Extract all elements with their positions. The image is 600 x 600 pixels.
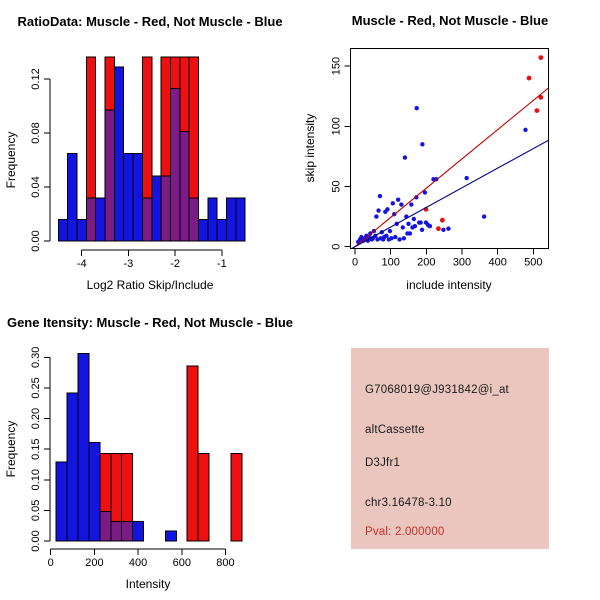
pval-text: Pval: 2.000000 — [365, 526, 445, 538]
blue-histogram-bar — [58, 219, 67, 241]
overlap-histogram-bar — [142, 198, 151, 241]
x-tick-label: -3 — [123, 258, 134, 270]
blue-scatter-point — [401, 225, 405, 229]
red-histogram-bar — [187, 366, 198, 541]
blue-scatter-point — [441, 228, 445, 232]
blue-scatter-point — [408, 231, 412, 235]
ratio-histogram-plot-area — [30, 57, 245, 270]
ratio-histogram-x-axis-label: Log2 Ratio Skip/Include — [86, 278, 214, 292]
blue-scatter-point — [523, 128, 527, 132]
y-tick-label: 0 — [330, 243, 343, 250]
blue-histogram-bar — [133, 521, 144, 541]
blue-histogram-bar — [124, 153, 133, 241]
x-tick-label: 100 — [381, 256, 400, 269]
blue-scatter-point — [385, 207, 389, 211]
blue-scatter-point — [464, 176, 468, 180]
x-tick-label: -2 — [170, 258, 180, 270]
blue-histogram-bar — [226, 198, 235, 241]
blue-scatter-point — [418, 220, 422, 224]
blue-scatter-point — [388, 229, 392, 233]
chromosome-text: chr3.16478-3.10 — [365, 497, 452, 509]
probe-id-text: G7068019@J931842@i_at — [365, 384, 509, 396]
x-tick-label: 200 — [85, 557, 104, 569]
info-panel — [351, 348, 549, 549]
x-tick-label: 400 — [128, 557, 148, 569]
blue-scatter-point — [384, 234, 388, 238]
y-tick-label: 0.12 — [30, 68, 42, 90]
y-tick-label: 0.20 — [30, 407, 42, 430]
scatter-points-layer — [351, 55, 549, 249]
gene-histogram-title: Gene Itensity: Muscle - Red, Not Muscle - Blue — [6, 315, 294, 330]
y-tick-label: 0.04 — [30, 176, 42, 198]
scatter-plot-box — [351, 48, 549, 248]
blue-histogram-bar — [96, 198, 105, 241]
x-tick-label: 500 — [524, 256, 543, 269]
y-tick-label: 100 — [330, 117, 343, 136]
blue-scatter-point — [403, 155, 407, 159]
blue-scatter-point — [378, 194, 382, 198]
y-tick-label: 0.08 — [30, 122, 42, 144]
y-tick-label: 0.15 — [30, 438, 42, 460]
scatter-title: Muscle - Red, Not Muscle - Blue — [351, 13, 549, 28]
blue-histogram-bar — [208, 198, 217, 241]
blue-histogram-bar — [133, 153, 142, 241]
gene-histogram-plot-area — [30, 347, 242, 569]
blue-scatter-point — [389, 236, 393, 240]
blue-scatter-point — [399, 202, 403, 206]
gene-histogram-panel — [0, 300, 300, 600]
red-scatter-point — [527, 76, 532, 81]
x-tick-label: 400 — [488, 256, 507, 269]
blue-scatter-point — [393, 235, 397, 239]
red-scatter-point — [538, 55, 543, 60]
x-tick-label: 800 — [216, 557, 235, 569]
x-tick-label: 0 — [47, 557, 54, 569]
blue-scatter-point — [376, 208, 380, 212]
overlap-histogram-bar — [100, 512, 111, 541]
blue-scatter-point — [397, 237, 401, 241]
overlap-histogram-bar — [189, 198, 198, 241]
blue-scatter-point — [420, 142, 424, 146]
blue-scatter-point — [391, 201, 395, 205]
blue-scatter-point — [374, 214, 378, 218]
splice-type-text: altCassette — [365, 424, 425, 436]
red-histogram-bar — [231, 453, 242, 541]
blue-histogram-bar — [77, 219, 86, 241]
overlap-histogram-bar — [105, 110, 114, 241]
blue-histogram-bar — [165, 531, 176, 541]
ratio-histogram-y-axis-label: Frequency — [4, 131, 18, 189]
gene-histogram-x-axis-label: Intensity — [125, 577, 171, 591]
y-tick-label: 50 — [330, 180, 343, 193]
overlap-histogram-bar — [86, 198, 95, 241]
y-tick-label: 0.00 — [30, 530, 42, 552]
ratio-histogram-panel — [0, 0, 300, 300]
overlap-histogram-bar — [122, 521, 133, 541]
red-scatter-point — [535, 108, 540, 113]
x-tick-label: 200 — [417, 256, 436, 269]
not-muscle-fit-line — [351, 140, 549, 249]
blue-histogram-bar — [68, 153, 77, 241]
blue-histogram-bar — [236, 198, 245, 241]
red-histogram-bar — [198, 453, 209, 541]
blue-scatter-point — [406, 222, 410, 226]
blue-histogram-bar — [67, 393, 78, 541]
red-scatter-point — [440, 218, 445, 223]
gene-histogram-y-axis-label: Frequency — [4, 420, 18, 478]
y-tick-label: 0.10 — [30, 469, 42, 491]
blue-histogram-bar — [78, 354, 89, 541]
blue-histogram-bar — [198, 219, 207, 241]
x-tick-label: 600 — [172, 557, 191, 569]
overlap-histogram-bar — [161, 176, 170, 241]
blue-scatter-point — [396, 198, 400, 202]
red-scatter-point — [436, 226, 441, 231]
y-tick-label: 0.00 — [30, 230, 42, 252]
blue-scatter-point — [402, 236, 406, 240]
blue-histogram-bar — [152, 176, 161, 241]
blue-histogram-bar — [217, 219, 226, 241]
blue-scatter-point — [409, 202, 413, 206]
muscle-fit-line — [351, 87, 549, 249]
ratio-histogram-title: RatioData: Muscle - Red, Not Muscle - Blue — [17, 14, 283, 29]
y-tick-label: 0.05 — [30, 499, 42, 522]
blue-scatter-point — [446, 226, 450, 230]
blue-scatter-point — [482, 214, 486, 218]
scatter-panel — [300, 0, 600, 300]
x-tick-label: -1 — [216, 258, 227, 270]
blue-scatter-point — [428, 224, 432, 228]
blue-scatter-point — [413, 224, 417, 228]
y-tick-label: 150 — [330, 56, 343, 76]
x-tick-label: -4 — [76, 258, 87, 270]
overlap-histogram-bar — [111, 521, 122, 541]
x-tick-label: 0 — [351, 256, 359, 269]
blue-scatter-point — [420, 228, 424, 232]
x-tick-label: 300 — [452, 256, 472, 269]
blue-scatter-point — [415, 106, 419, 110]
scatter-y-axis-label: skip intensity — [303, 113, 317, 183]
blue-histogram-bar — [56, 462, 67, 541]
overlap-histogram-bar — [170, 88, 179, 241]
y-tick-label: 0.30 — [30, 346, 42, 369]
scatter-plot-area — [331, 48, 550, 268]
gene-name-text: D3Jfr1 — [365, 457, 401, 469]
scatter-x-axis-label: include intensity — [406, 278, 492, 292]
blue-histogram-bar — [89, 442, 100, 541]
blue-histogram-bar — [114, 67, 123, 241]
blue-scatter-point — [412, 217, 416, 221]
y-tick-label: 0.25 — [30, 377, 42, 399]
overlap-histogram-bar — [180, 132, 189, 241]
